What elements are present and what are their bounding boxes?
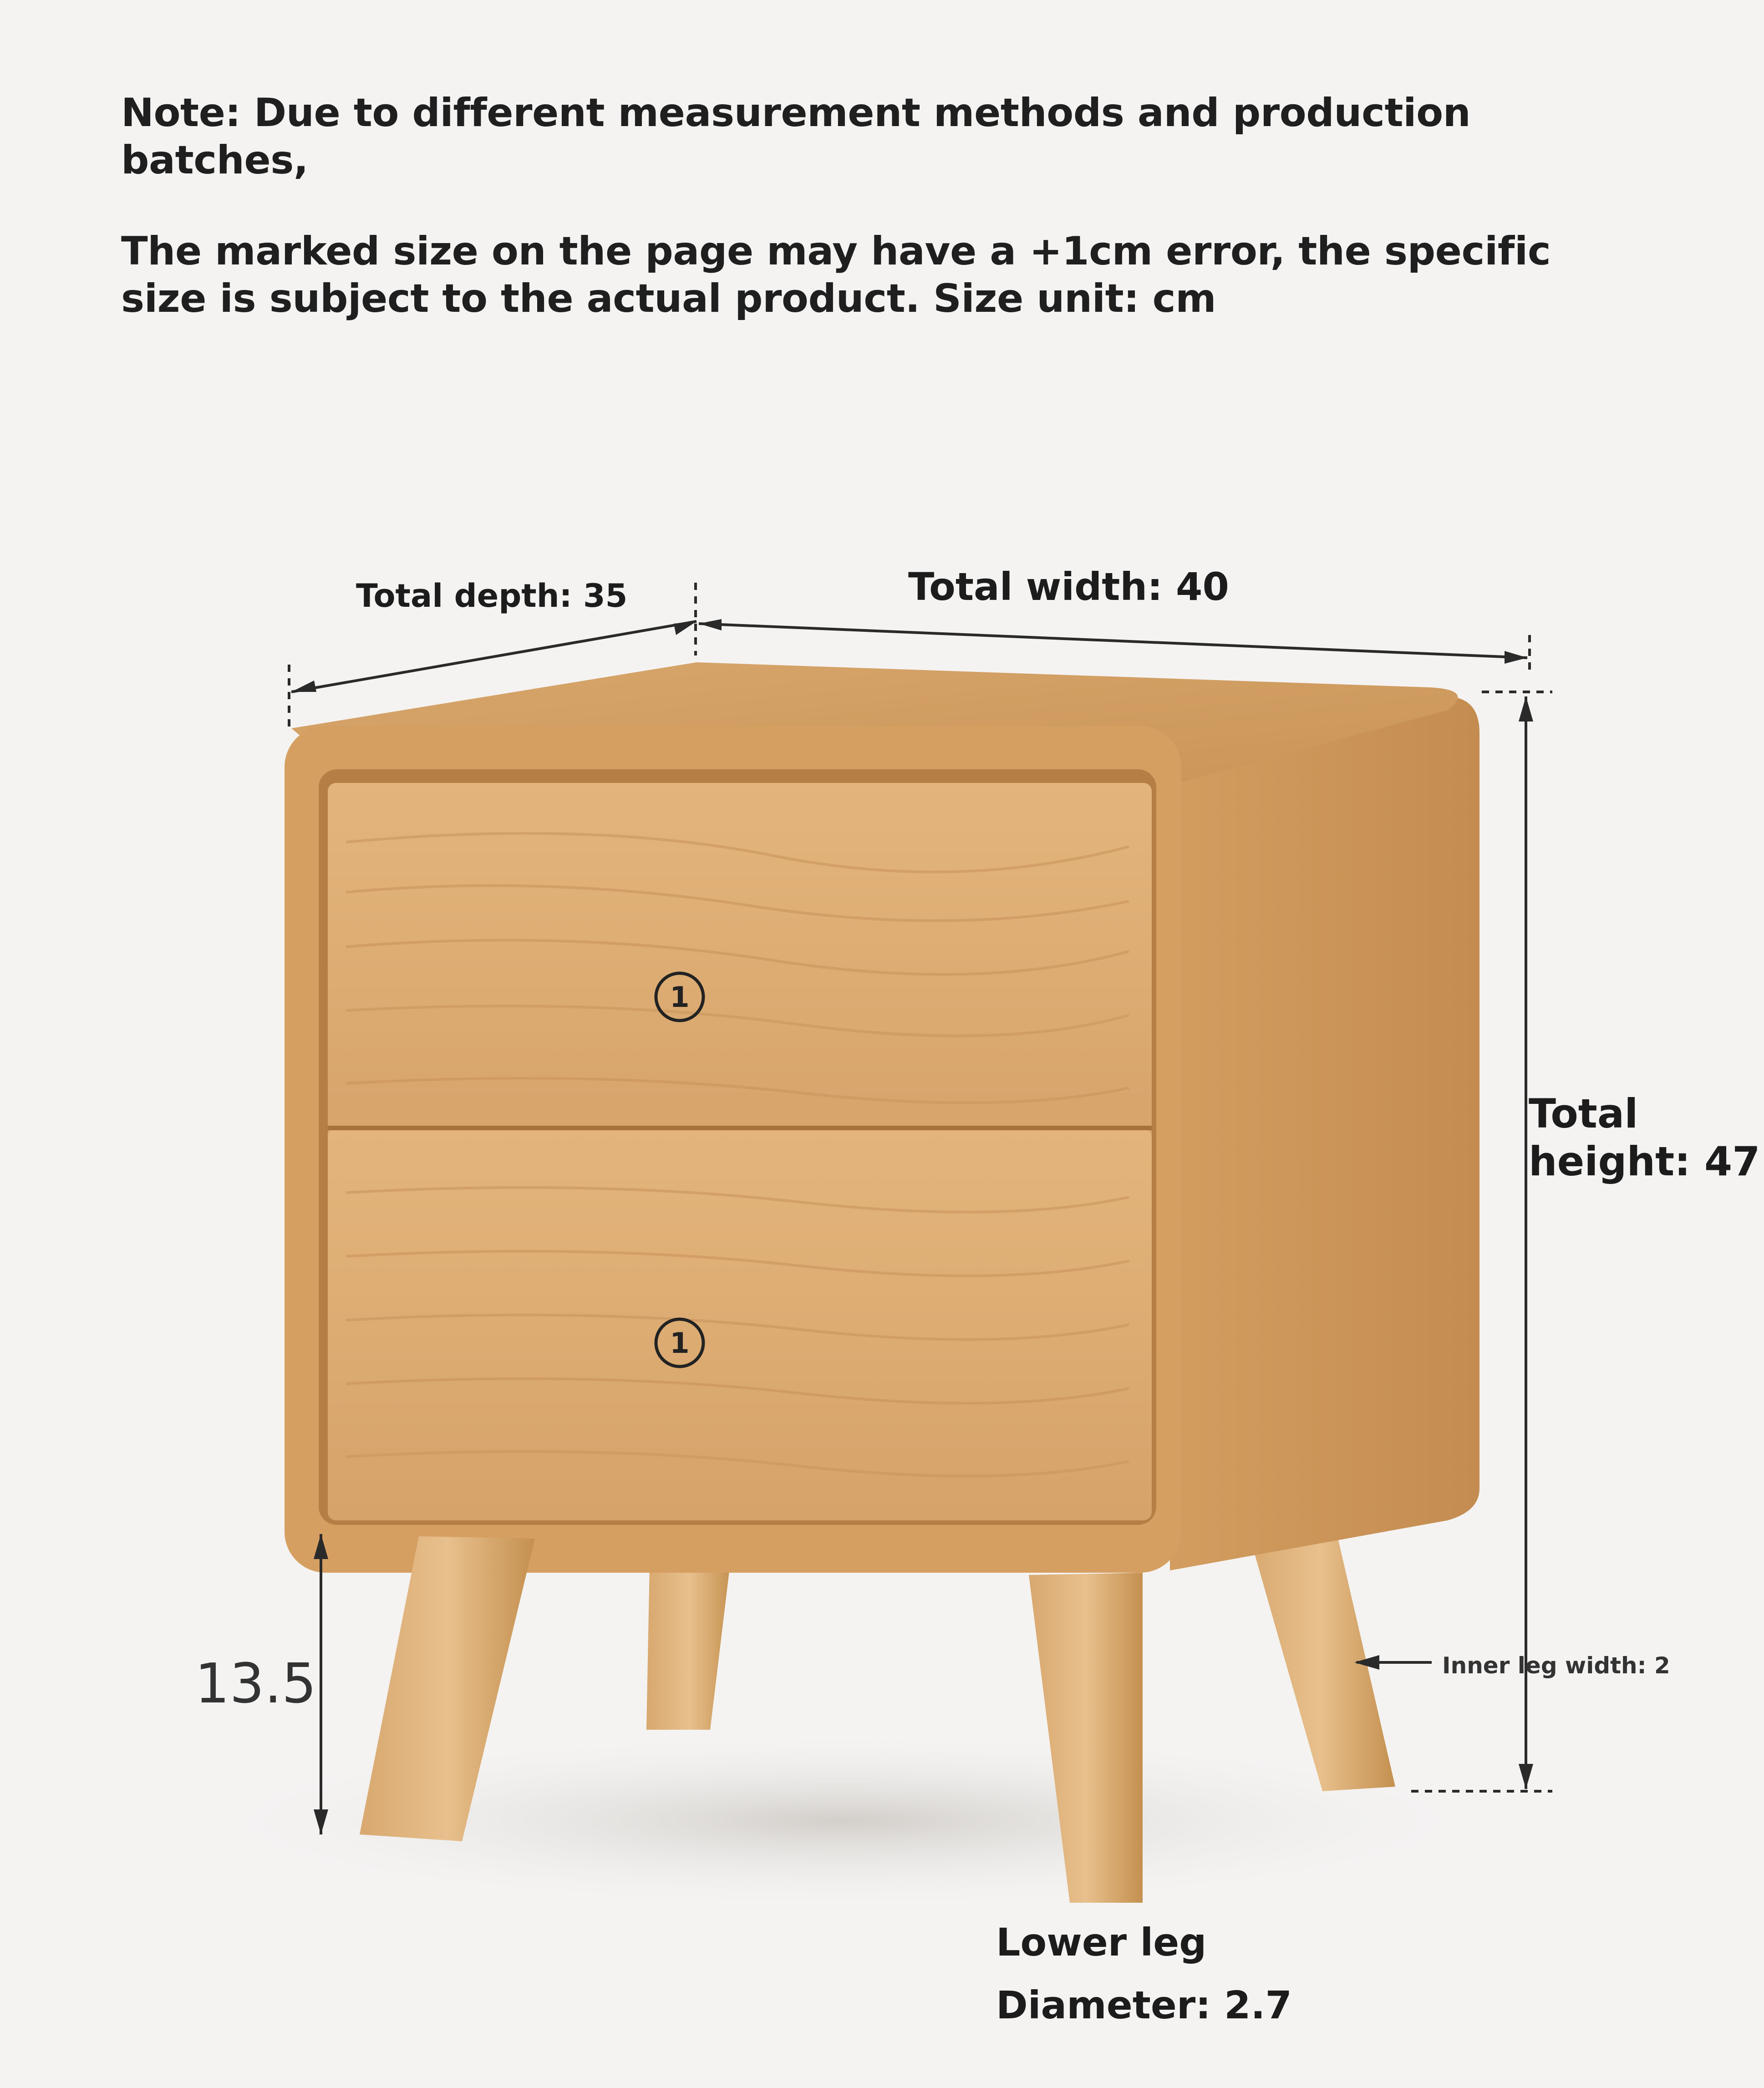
note-line-1: Note: Due to different measurement methods and production batches, [121, 90, 1471, 183]
back-leg-right [1245, 1520, 1395, 1791]
lower-leg-label-line-1: Lower leg [996, 1920, 1207, 1965]
note-line-2: The marked size on the page may have a +1cm error, the specific size is subject to the actual product. Size unit: cm [121, 229, 1551, 321]
total-height-label-line-1: Total [1529, 1090, 1638, 1137]
drawer-2-badge-number: 1 [670, 1326, 690, 1360]
cabinet-side [1170, 696, 1479, 1570]
lower-leg-label-line-2: Diameter: 2.7 [996, 1983, 1292, 2027]
total-width-label: Total width: 40 [908, 564, 1229, 609]
drawer-1-front [328, 783, 1152, 1165]
leg-height-label: 13.5 [195, 1652, 317, 1716]
inner-leg-width-label: Inner leg width: 2 [1442, 1652, 1670, 1679]
drawer-1-badge-number: 1 [670, 980, 690, 1014]
total-depth-label: Total depth: 35 [356, 577, 628, 615]
total-height-label-line-2: height: 47 [1529, 1138, 1760, 1185]
